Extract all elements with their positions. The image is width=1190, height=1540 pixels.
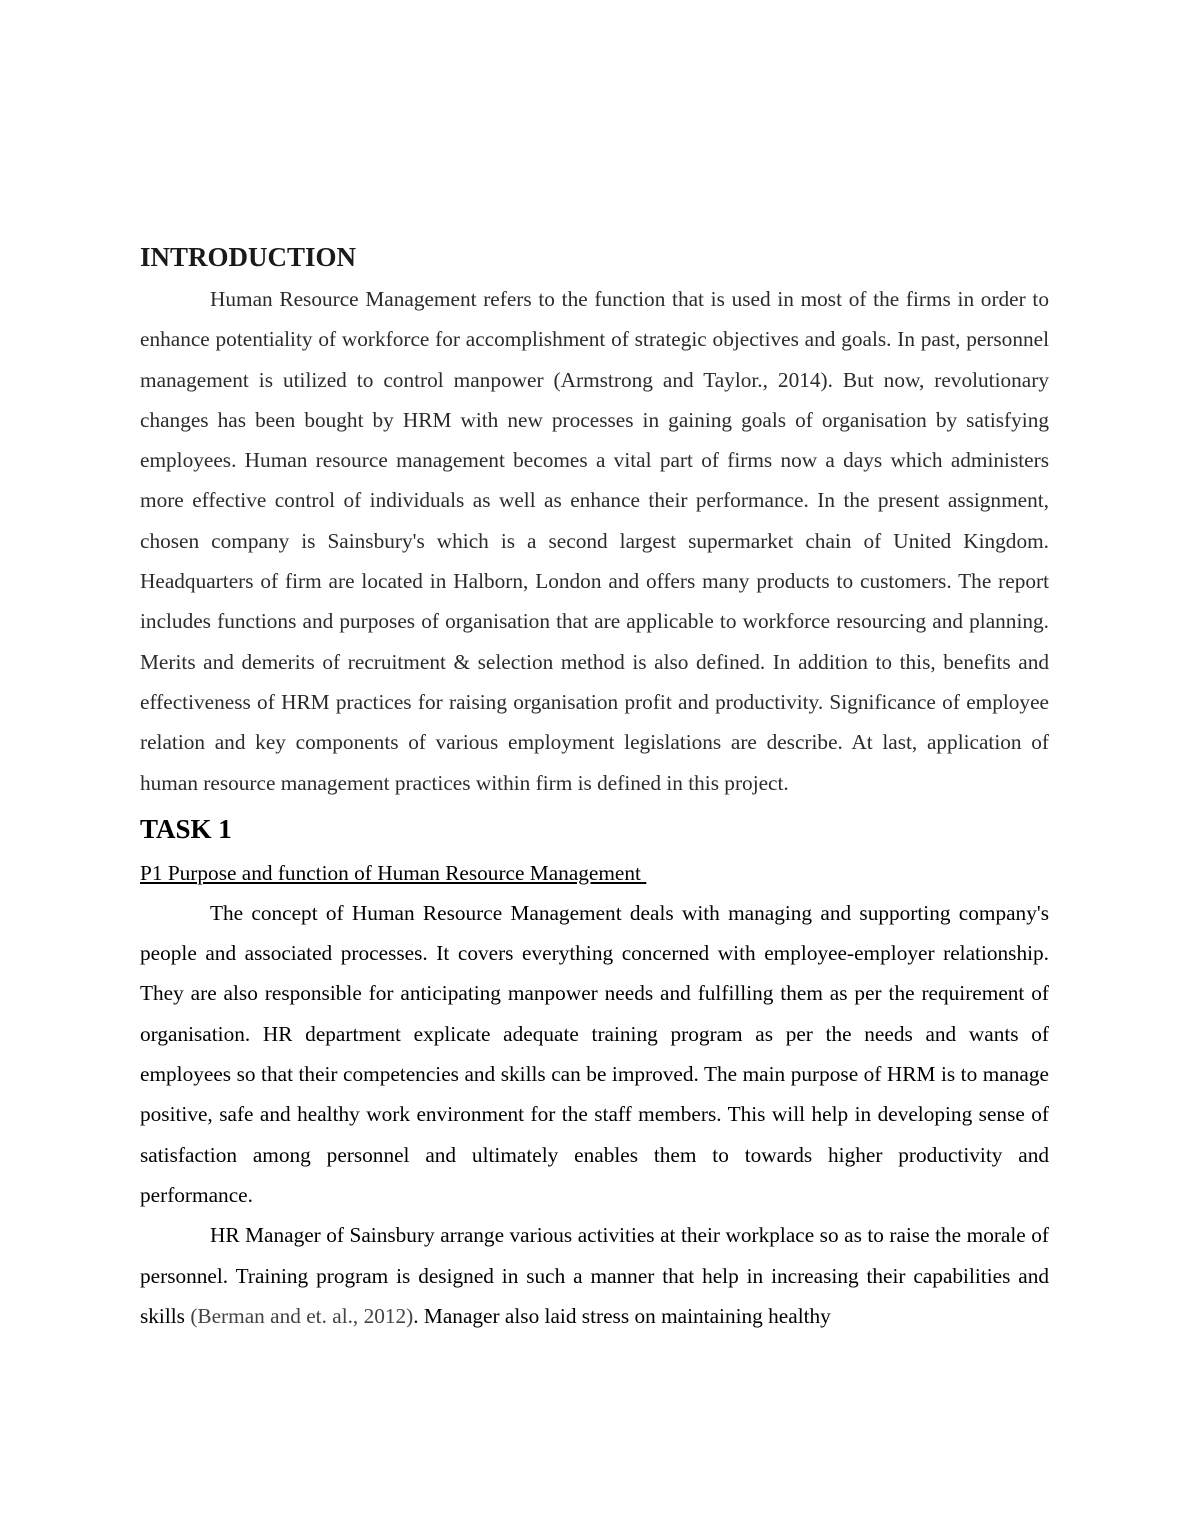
p1-subheading: P1 Purpose and function of Human Resource Management (140, 860, 647, 885)
citation: (Berman and et. al., 2012) (190, 1303, 414, 1328)
paragraph-2-text-start: HR Manager of Sainsbury arrange various activities at their workplace so as to raise the morale of personnel. Training program is designed in such a manner that help in increasing their capabilities and skills (140, 1223, 1049, 1328)
task-1-paragraph-2 (140, 1215, 1049, 1336)
introduction-heading: INTRODUCTION (140, 242, 357, 272)
task-1-paragraph-1: The concept of Human Resource Management deals with managing and supporting company's people and associated processes. It covers everything concerned with employee-employer relationship. They are also responsible for anticipating manpower needs and fulfilling them as per the requirement of organisation. HR department explicate adequate training program as per the needs and wants of employees so that their competencies and skills can be improved. The main purpose of HRM is to manage positive, safe and healthy work environment for the staff members. This will help in developing sense of satisfaction among personnel and ultimately enables them to towards higher productivity and performance. (140, 900, 1049, 1207)
document-page (140, 237, 1049, 1336)
paragraph-2-text-end: . Manager also laid stress on maintaining healthy (413, 1303, 831, 1328)
task-1-heading: TASK 1 (140, 813, 232, 844)
introduction-paragraph: Human Resource Management refers to the function that is used in most of the firms in order to enhance potentiality of workforce for accomplishment of strategic objectives and goals. In past, personnel management is utilized to control manpower (Armstrong and Taylor., 2014). But now, revolutionary changes has been bought by HRM with new processes in gaining goals of organisation by satisfying employees. Human resource management becomes a vital part of firms now a days which administers more effective control of individuals as well as enhance their performance. In the present assignment, chosen company is Sainsbury's which is a second largest supermarket chain of United Kingdom. Headquarters of firm are located in Halborn, London and offers many products to customers. The report includes functions and purposes of organisation that are applicable to workforce resourcing and planning. Merits and demerits of recruitment & selection method is also defined. In addition to this, benefits and effectiveness of HRM practices for raising organisation profit and productivity. Significance of employee relation and key components of various employment legislations are describe. At last, application of human resource management practices within firm is defined in this project. (140, 287, 1049, 795)
